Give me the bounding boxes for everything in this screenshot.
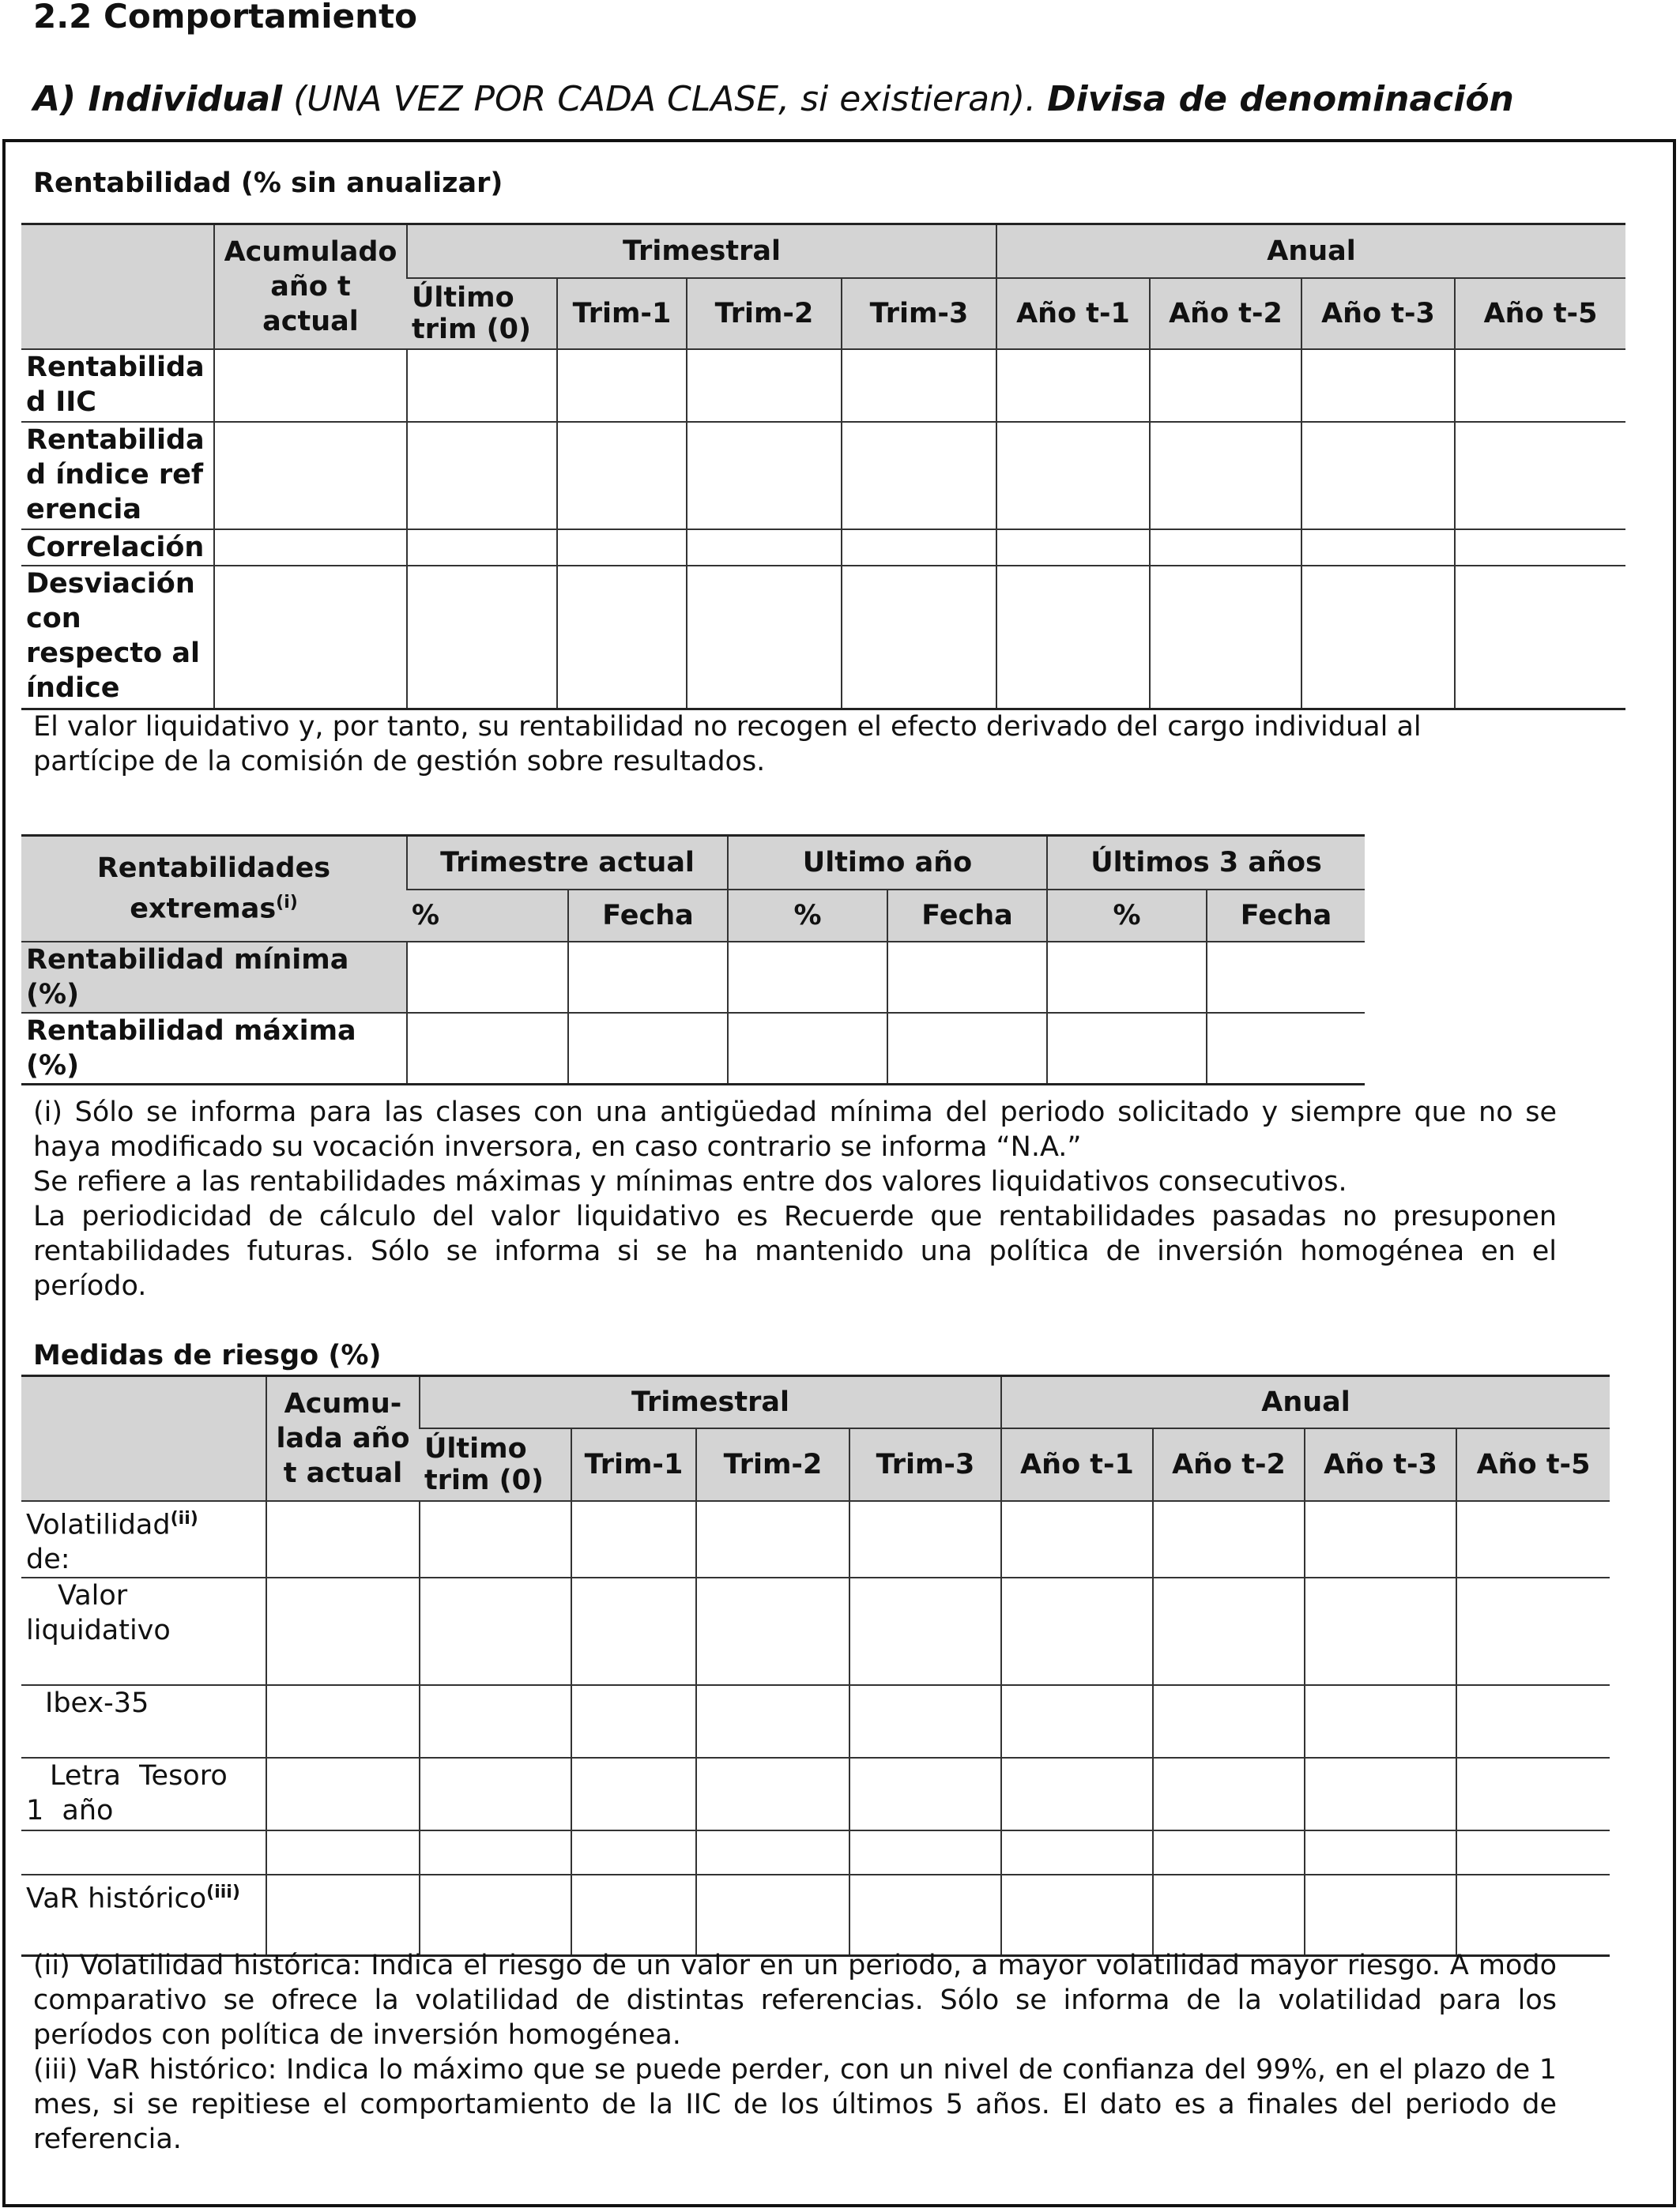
rentabilidad-table — [21, 223, 1625, 710]
section-title: 2.2 Comportamiento — [33, 0, 417, 36]
riesgo-header-trim-2: Trim-2 — [696, 1428, 849, 1501]
row-correlacion: Correlación — [21, 529, 214, 566]
riesgo-header-acumulada: Acumu-lada año t actual — [266, 1376, 420, 1501]
riesgo-header-trim-1: Trim-1 — [571, 1428, 696, 1501]
header-trim-2: Trim-2 — [687, 278, 842, 349]
header-pct-1: % — [407, 890, 568, 942]
header-ultimos-3-anos: Últimos 3 años — [1047, 836, 1365, 890]
header-blank — [21, 224, 214, 349]
subtitle-clase: (UNA VEZ POR CADA CLASE, si existieran). — [282, 79, 1048, 119]
row-rentabilidad-indice: Rentabilidad índice referencia — [21, 422, 214, 529]
riesgo-header-trim-3: Trim-3 — [849, 1428, 1001, 1501]
row-ibex-35: Ibex-35 — [21, 1685, 266, 1758]
subtitle — [33, 79, 1514, 119]
riesgo-header-anual: Anual — [1001, 1376, 1610, 1428]
header-ano-t2: Año t-2 — [1150, 278, 1301, 349]
riesgo-header-ano-t3: Año t-3 — [1305, 1428, 1456, 1501]
riesgo-header-blank — [21, 1376, 266, 1501]
header-ultimo-ano: Ultimo año — [728, 836, 1047, 890]
header-pct-2: % — [728, 890, 887, 942]
header-ano-t3: Año t-3 — [1301, 278, 1455, 349]
subtitle-divisa: Divisa de denominación — [1047, 79, 1514, 119]
header-fecha-1: Fecha — [568, 890, 728, 942]
subtitle-individual: A) Individual — [33, 79, 283, 119]
extremas-note-consecutivos: Se refiere a las rentabilidades máximas y mínimas entre dos valores liquidativos consecutivos. — [33, 1166, 1347, 1198]
row-volatilidad: Volatilidad$^{(ii)}$ de: — [21, 1501, 266, 1578]
riesgo-header-ano-t1: Año t-1 — [1001, 1428, 1153, 1501]
extremas-note-periodicidad: La periodicidad de cálculo del valor liquidativo es Recuerde que rentabilidades pasadas no presuponen rentabilidades futuras. Sólo se informa si se ha mantenido una política de inversión homogénea en el período. — [33, 1201, 1557, 1302]
header-ano-t5: Año t-5 — [1455, 278, 1625, 349]
header-trimestral: Trimestral — [407, 224, 996, 278]
riesgo-header-ultimo-trim: Último trim (0) — [420, 1428, 571, 1501]
header-trim-1: Trim-1 — [557, 278, 687, 349]
row-var-historico: VaR histórico$^{(iii)}$ — [21, 1875, 266, 1955]
extremas-notes — [33, 1095, 1557, 1304]
row-valor-liquidativo: Valor liquidativo — [21, 1578, 266, 1685]
row-desviacion: Desviación con respecto al índice — [21, 566, 214, 709]
header-trim-3: Trim-3 — [842, 278, 996, 349]
header-pct-3: % — [1047, 890, 1207, 942]
header-ano-t1: Año t-1 — [996, 278, 1150, 349]
extremas-note-i: (i) Sólo se informa para las clases con una antigüedad mínima del periodo solicitado y siempre que no se haya modificado su vocación inversora, en caso contrario se informa “N.A.” — [33, 1097, 1557, 1163]
row-letra-tesoro: Letra Tesoro 1 año — [21, 1758, 266, 1830]
row-rentabilidad-iic: Rentabilidad IIC — [21, 349, 214, 422]
riesgo-notes — [33, 1948, 1557, 2157]
riesgo-header-ano-t5: Año t-5 — [1456, 1428, 1610, 1501]
header-fecha-3: Fecha — [1207, 890, 1365, 942]
header-fecha-2: Fecha — [887, 890, 1047, 942]
rentabilidad-note: El valor liquidativo y, por tanto, su rentabilidad no recogen el efecto derivado del cargo individual al partícipe de la comisión de gestión sobre resultados. — [33, 711, 1422, 777]
riesgo-table — [21, 1375, 1610, 1957]
riesgo-header-trimestral: Trimestral — [420, 1376, 1001, 1428]
riesgo-note-volatilidad: (ii) Volatilidad histórica: Indica el riesgo de un valor en un periodo, a mayor volatilidad mayor riesgo. A modo comparativo se ofrece la volatilidad de distintas referencias. Sólo se informa de la volatilidad para los períodos con política de inversión homogénea. — [33, 1950, 1557, 2051]
row-rentabilidad-maxima: Rentabilidad máxima (%) — [21, 1013, 407, 1085]
header-extremas: Rentabilidades extremas$^{(i)}$ — [21, 836, 407, 942]
header-trimestre-actual: Trimestre actual — [407, 836, 728, 890]
riesgo-header-ano-t2: Año t-2 — [1153, 1428, 1305, 1501]
header-anual: Anual — [996, 224, 1625, 278]
header-acumulado: Acumulado año t actual — [214, 224, 407, 349]
riesgo-title: Medidas de riesgo (%) — [33, 1340, 382, 1371]
header-ultimo-trim: Último trim (0) — [407, 278, 557, 349]
rentabilidad-title: Rentabilidad (% sin anualizar) — [33, 167, 503, 199]
row-rentabilidad-minima: Rentabilidad mínima (%) — [21, 942, 407, 1013]
extremas-table — [21, 834, 1365, 1085]
riesgo-note-var: (iii) VaR histórico: Indica lo máximo que se puede perder, con un nivel de confianza del 99%, en el plazo de 1 mes, si se repitiese el comportamiento de la IIC de los últimos 5 años. El dato es a finales del periodo de referencia. — [33, 2054, 1557, 2155]
